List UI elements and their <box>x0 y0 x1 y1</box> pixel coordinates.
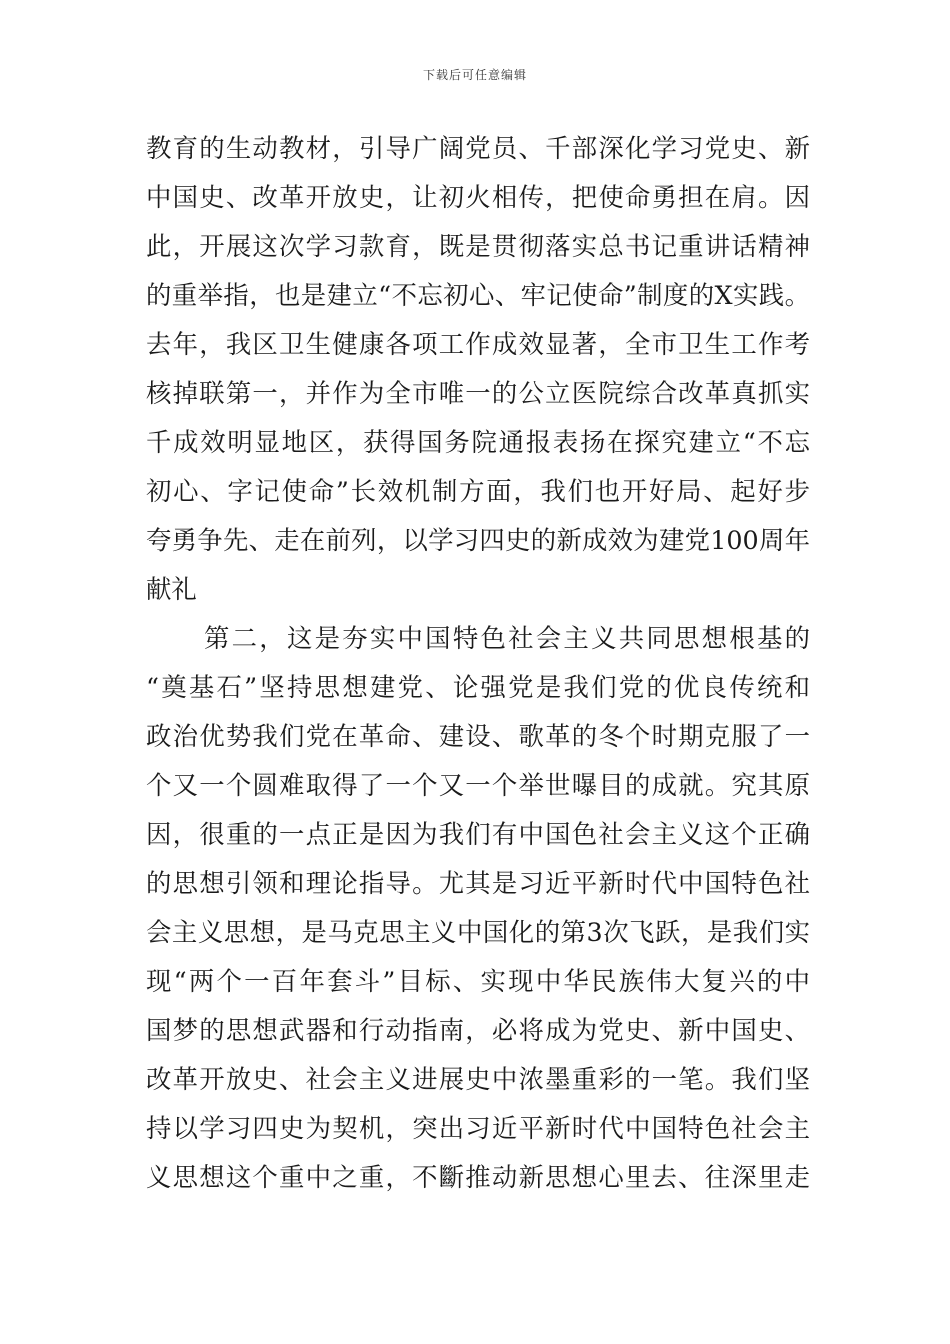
text-line: 教育的生动教材，引导广阔党员、千部深化学习党史、新 <box>146 133 810 163</box>
text-line: 去年，我区卫生健康各项工作成效显著，全市卫生工作考 <box>146 329 810 359</box>
text-line: 的重举指，也是建立“不忘初心、牢记使命”制度的X实践。 <box>146 280 810 310</box>
body-text <box>146 124 810 1202</box>
text-line: 千成效明显地区，获得国务院通报表扬在探究建立“不忘 <box>146 427 810 457</box>
text-line: 个又一个圆难取得了一个又一个举世曝目的成就。究其原 <box>146 770 810 800</box>
text-line: 夸勇争先、走在前列，以学习四史的新成效为建党100周年 <box>146 525 810 555</box>
text-line: 持以学习四史为契机，突出习近平新时代中国特色社会主 <box>146 1113 810 1143</box>
text-line: 的思想引领和理论指导。尤其是习近平新时代中国特色社 <box>146 868 810 898</box>
text-line: 中国史、改革开放史，让初火相传，把使命勇担在肩。因 <box>146 182 810 212</box>
text-line: 义思想这个重中之重，不斷推动新思想心里去、往深里走 <box>146 1162 810 1192</box>
text-line: 献礼 <box>146 574 197 604</box>
header-note: 下载后可任意编辑 <box>422 68 527 82</box>
text-line: 政治优势我们党在革命、建设、歌革的冬个时期克服了一 <box>146 721 810 751</box>
text-line: 初心、字记使命”长效机制方面，我们也开好局、起好步 <box>146 476 810 506</box>
text-line: 会主义思想，是马克思主义中国化的第3次飞跃，是我们实 <box>146 917 810 947</box>
text-line: 因，很重的一点正是因为我们有中国色社会主义这个正确 <box>146 819 810 849</box>
text-line: 改革开放史、社会主义进展史中浓墨重彩的一笔。我们坚 <box>146 1064 810 1094</box>
text-line: 核掉联第一，并作为全市唯一的公立医院综合改革真抓实 <box>146 378 810 408</box>
paragraph-start-line: 第二，这是夯实中国特色社会主义共同思想根基的 <box>204 623 810 653</box>
text-line: 此，开展这次学习款育，既是贯彻落实总书记重讲话精神 <box>146 231 810 261</box>
text-line: 现“两个一百年套斗”目标、实现中华民族伟大复兴的中 <box>146 966 810 996</box>
text-line: 国梦的思想武器和行动指南，必将成为党史、新中国史、 <box>146 1015 810 1045</box>
text-line: “奠基石”坚持思想建党、论强党是我们党的优良传统和 <box>146 672 810 702</box>
